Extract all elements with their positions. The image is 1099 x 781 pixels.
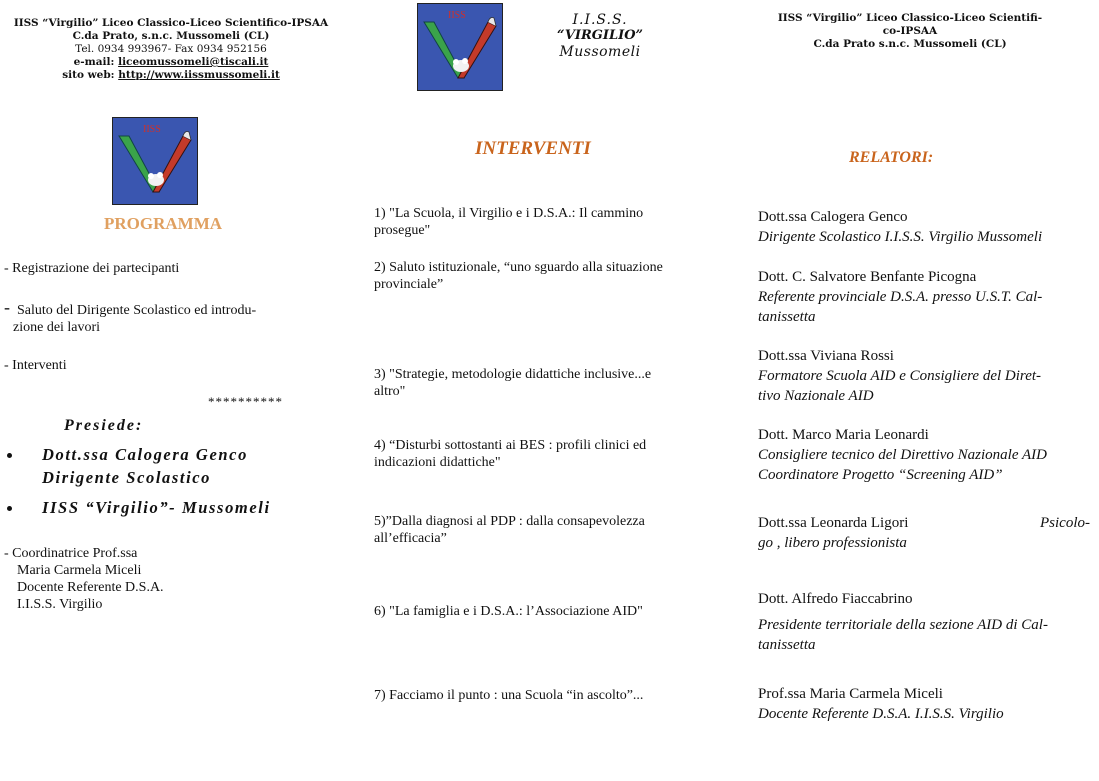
programma-title: PROGRAMMA: [104, 214, 223, 233]
center-header-line2: “VIRGILIO”: [556, 28, 644, 43]
relatore-2: Dott. C. Salvatore Benfante Picogna Referente provinciale D.S.A. presso U.S.T. Cal- tanissetta: [758, 269, 1043, 325]
relatore-4: Dott. Marco Maria Leonardi Consigliere tecnico del Direttivo Nazionale AID Coordinatore Progetto “Screening AID”: [758, 427, 1047, 483]
programma-item-registrazione: - Registrazione dei partecipanti: [4, 261, 180, 276]
bullet-dot: [7, 453, 12, 458]
center-header-line3: Mussomeli: [559, 44, 641, 60]
right-header-line1: IISS “Virgilio” Liceo Classico-Liceo Scientifi-: [777, 12, 1043, 24]
intervento-7: 7) Facciamo il punto : una Scuola “in ascolto”...: [374, 688, 644, 703]
right-header-line3: C.da Prato s.n.c. Mussomeli (CL): [813, 38, 1007, 50]
programma-item-saluto-text: Saluto del Dirigente Scolastico ed introdu- zione dei lavori: [13, 303, 257, 335]
school-address: C.da Prato, s.n.c. Mussomeli (CL): [72, 30, 270, 42]
website-link[interactable]: http://www.iissmussomeli.it: [118, 69, 280, 81]
bullet-iiss: IISS “Virgilio”- Mussomeli: [42, 498, 271, 517]
logo-v-graphic: [113, 118, 197, 204]
center-header: [545, 12, 655, 61]
logo-text: IISS: [143, 124, 161, 135]
programma-item-saluto: [4, 297, 10, 318]
relatore-7: Prof.ssa Maria Carmela Miceli Docente Referente D.S.A. I.I.S.S. Virgilio: [758, 686, 1004, 722]
bullet-dot: [7, 506, 12, 511]
intervento-4: 4) “Disturbi sottostanti ai BES : profili clinici ed indicazioni didattiche": [374, 438, 647, 470]
school-phone: Tel. 0934 993967- Fax 0934 952156: [75, 43, 267, 55]
school-logo-left: [112, 117, 198, 205]
intervento-6: 6) "La famiglia e i D.S.A.: l’Associazione AID": [374, 604, 643, 619]
email-link[interactable]: liceomussomeli@tiscali.it: [118, 56, 269, 68]
email-line: e-mail: liceomussomeli@tiscali.it: [73, 56, 269, 68]
intervento-3: 3) "Strategie, metodologie didattiche inclusive...e altro": [374, 367, 652, 399]
intervento-1: 1) "La Scuola, il Virgilio e i D.S.A.: Il cammino prosegue": [374, 206, 644, 238]
logo-text: IISS: [448, 10, 466, 21]
website-line: sito web: http://www.iissmussomeli.it: [62, 69, 280, 81]
separator-stars: **********: [208, 394, 283, 409]
intervento-2: 2) Saluto istituzionale, “uno sguardo alla situazione provinciale”: [374, 260, 663, 292]
relatore-1: Dott.ssa Calogera Genco Dirigente Scolastico I.I.S.S. Virgilio Mussomeli: [758, 209, 1043, 245]
presiede-label: Presiede:: [64, 417, 144, 434]
relatore-6: Dott. Alfredo Fiaccabrino Presidente territoriale della sezione AID di Cal- tanissetta: [758, 591, 1048, 653]
programma-dash: -: [4, 297, 10, 317]
programma-item-interventi: - Interventi: [4, 358, 67, 373]
relatori-title: RELATORI:: [849, 149, 934, 166]
relatore-3: Dott.ssa Viviana Rossi Formatore Scuola AID e Consigliere del Diret- tivo Nazionale AID: [758, 348, 1042, 404]
coordinatrice-block: - Coordinatrice Prof.ssa Maria Carmela Miceli Docente Referente D.S.A. I.I.S.S. Virgilio: [4, 546, 164, 612]
left-header: [10, 17, 332, 82]
intervento-5: 5)”Dalla diagnosi al PDP : dalla consapevolezza all’efficacia”: [374, 514, 645, 546]
logo-v-graphic: [418, 4, 502, 90]
center-header-line1: I.I.S.S.: [572, 12, 628, 28]
bullet-dirigente: Dott.ssa Calogera Genco Dirigente Scolastico: [42, 445, 248, 487]
school-logo-top: [417, 3, 503, 91]
school-name: IISS “Virgilio” Liceo Classico-Liceo Scientifico-IPSAA: [13, 17, 329, 29]
right-header: [762, 12, 1058, 51]
right-header-line2: co-IPSAA: [882, 25, 938, 37]
interventi-title: INTERVENTI: [475, 138, 591, 159]
relatore-5: Dott.ssa Leonarda Ligori Psicolo- go , libero professionista: [758, 515, 1090, 551]
